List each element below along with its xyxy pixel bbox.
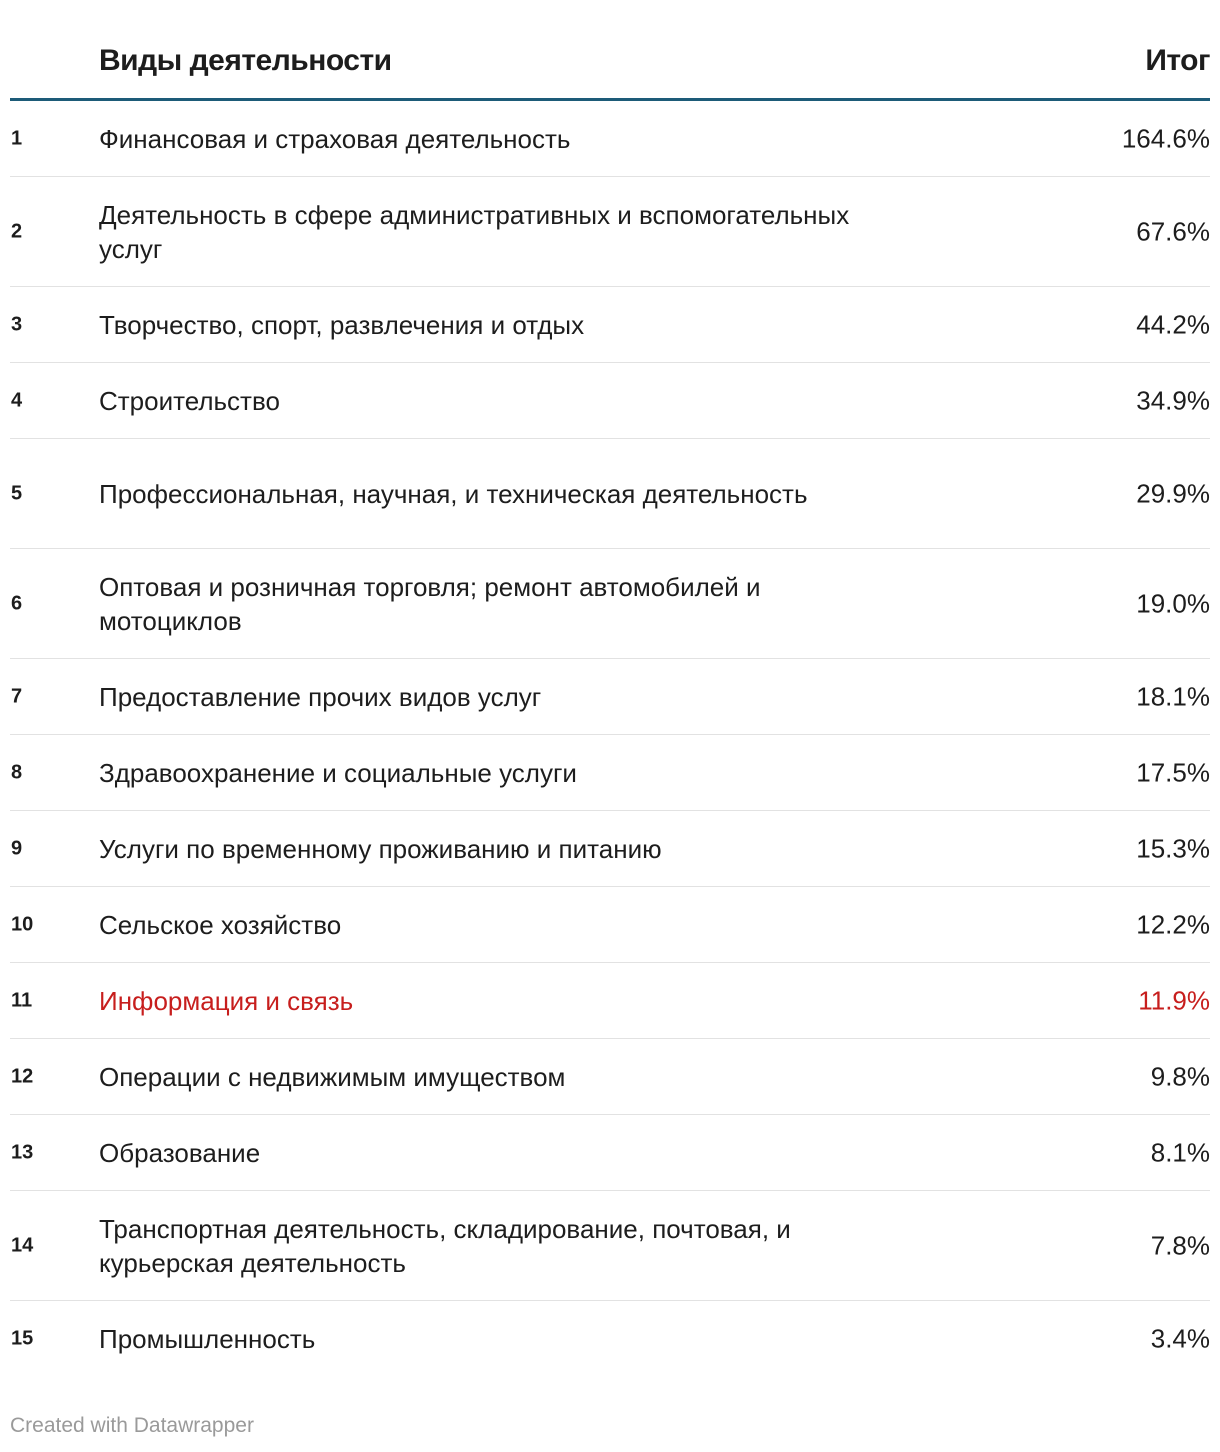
- row-total: 17.5%: [1136, 757, 1210, 787]
- table-row: [10, 287, 1210, 363]
- row-total: 12.2%: [1136, 909, 1210, 939]
- row-rank: 10: [11, 913, 34, 935]
- row-activity: Операции с недвижимым имуществом: [99, 1061, 566, 1092]
- row-rank: 4: [11, 389, 23, 411]
- table-row: [10, 363, 1210, 439]
- row-total: 18.1%: [1136, 681, 1210, 711]
- table-row: [10, 811, 1210, 887]
- row-rank: 2: [11, 220, 23, 242]
- row-rank: 9: [11, 837, 23, 859]
- row-activity: Строительство: [99, 385, 280, 416]
- row-activity: Сельское хозяйство: [99, 909, 342, 940]
- table-row: [10, 1039, 1210, 1115]
- table-row: [10, 549, 1210, 659]
- row-activity: Образование: [99, 1137, 261, 1168]
- table-row: [10, 177, 1210, 287]
- row-total: 11.9%: [1138, 985, 1210, 1015]
- row-rank: 3: [11, 313, 23, 335]
- row-rank: 15: [11, 1327, 34, 1350]
- row-activity: Финансовая и страховая деятельность: [99, 123, 571, 154]
- row-activity: Услуги по временному проживанию и питанию: [99, 833, 662, 864]
- row-activity: Деятельность в сфере административных и вспомогательных услуг: [99, 199, 850, 264]
- row-total: 8.1%: [1150, 1137, 1210, 1167]
- data-table: [10, 0, 1210, 1377]
- table-row: [10, 439, 1210, 549]
- row-activity: Предоставление прочих видов услуг: [99, 681, 542, 712]
- row-rank: 14: [11, 1234, 34, 1256]
- column-header-total[interactable]: Итог: [1145, 44, 1210, 77]
- table-row: [10, 1191, 1210, 1301]
- row-total: 34.9%: [1136, 385, 1210, 415]
- column-header-activity[interactable]: Виды деятельности: [99, 44, 392, 77]
- row-total: 3.4%: [1150, 1323, 1210, 1354]
- row-total: 19.0%: [1136, 588, 1210, 618]
- table-row: [10, 1115, 1210, 1191]
- row-activity: Информация и связь: [99, 985, 354, 1016]
- row-rank: 1: [11, 127, 23, 149]
- row-activity: Транспортная деятельность, складирование, почтовая, и курьерская деятельность: [99, 1213, 791, 1278]
- row-total: 29.9%: [1136, 478, 1210, 508]
- table-row: [10, 659, 1210, 735]
- table-row: [10, 1301, 1210, 1377]
- row-total: 9.8%: [1150, 1061, 1210, 1091]
- row-total: 7.8%: [1150, 1230, 1210, 1260]
- table-row: [10, 101, 1210, 177]
- row-rank: 6: [11, 592, 23, 614]
- row-total: 67.6%: [1136, 216, 1210, 246]
- row-total: 15.3%: [1136, 833, 1210, 863]
- row-activity: Здравоохранение и социальные услуги: [99, 757, 577, 788]
- table-row: [10, 887, 1210, 963]
- row-rank: 5: [11, 482, 23, 504]
- datawrapper-credit[interactable]: Created with Datawrapper: [10, 1414, 254, 1437]
- row-activity: Творчество, спорт, развлечения и отдых: [99, 309, 585, 340]
- row-activity: Профессиональная, научная, и техническая деятельность: [99, 478, 808, 509]
- row-rank: 11: [11, 989, 33, 1011]
- table-row: [10, 735, 1210, 811]
- row-activity: Промышленность: [99, 1324, 316, 1354]
- row-activity: Оптовая и розничная торговля; ремонт автомобилей и мотоциклов: [99, 571, 761, 636]
- row-rank: 12: [11, 1065, 34, 1087]
- row-rank: 13: [11, 1141, 34, 1163]
- row-total: 164.6%: [1121, 123, 1210, 153]
- row-total: 44.2%: [1136, 309, 1210, 339]
- row-rank: 7: [11, 685, 23, 707]
- table-header: [10, 0, 1210, 101]
- row-rank: 8: [11, 761, 23, 783]
- table-row-highlighted: [10, 963, 1210, 1039]
